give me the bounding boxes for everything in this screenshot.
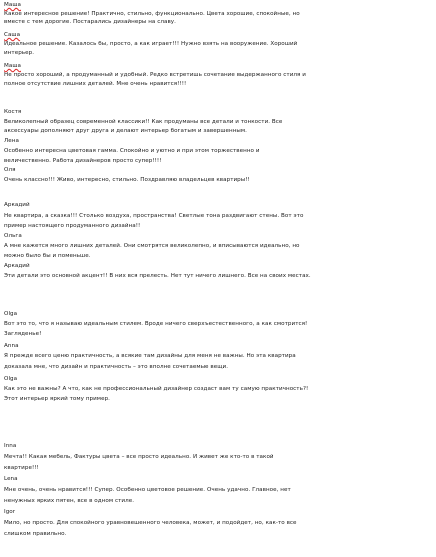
line-31: доказала мне, что дизайн и практичность – это вполне сочетаемые вещи. [4,364,229,370]
line-10: Костя [4,109,22,115]
line-05: Идеальное решение. Казалось бы, просто, а как играет!!! Нужно взять на вооружение. Хороший [4,41,298,47]
document-page [4,2,432,553]
line-12: аксессуары дополняют друг друга и делают интерьер богатым и завершенным. [4,128,247,134]
line-32: Olga [4,376,18,382]
line-21: Ольга [4,233,22,239]
line-16: Оля [4,167,16,173]
line-26: Olga [4,311,18,317]
line-30: Я прежде всего ценю практичность, а всякие там дизайны для меня не важны. Но эта квартира [4,353,296,359]
line-29: Anna [4,343,19,349]
line-18: Аркадий [4,202,30,208]
line-25: Эти детали это основной акцент!! В них вся прелесть. Нет тут ничего лишнего. Все на своих местах. [4,273,311,279]
line-02: Какое интересное решение! Практично, стильно, функционально. Цвета хорошие, спокойные, но [4,11,300,17]
line-24: Аркадий [4,263,30,269]
line-06: интерьер. [4,50,35,56]
line-39: Мне очень, очень нравится!!! Супер. Особенно цветовое решение. Очень удачно. Главное, нет [4,487,291,493]
line-28: Загляденье! [4,331,42,337]
line-33: Как это не важны? А что, как не профессиональный дизайнер создаст вам ту самую практичность?! [4,386,309,392]
line-43: слишком правильно. [4,531,67,537]
line-13: Лена [4,138,19,144]
line-37: квартире!!! [4,465,39,471]
line-42: Мило, но просто. Для спокойного уравновешенного человека, может, и подойдет, но, как-то все [4,520,297,526]
line-19: Не квартира, а сказка!!! Столько воздуха, пространства! Светлые тона раздвигают стены. Вот это [4,213,304,219]
line-41: Igor [4,509,16,515]
line-08: Не просто хороший, а продуманный и удобный. Редко встретишь сочетание выдержанного стиля и [4,72,306,78]
line-34: Этот интерьер яркий тому пример. [4,396,110,402]
line-40: ненужных ярких пятен, все в одном стиле. [4,498,135,504]
line-35: Inna [4,443,17,449]
line-01: Маша [4,2,22,8]
line-14: Особенно интересна цветовая гамма. Спокойно и уютно и при этом торжественно и [4,148,260,154]
line-23: можно было бы и поменьше. [4,253,91,259]
line-38: Lena [4,476,18,482]
line-15: величественно. Работа дизайнеров просто супер!!!! [4,158,162,164]
line-22: А мне кажется много лишних деталей. Они смотрятся великолепно, и вписываются идеально, но [4,243,300,249]
line-03: вместе с тем дорогие. Постарались дизайнеры на славу. [4,19,176,25]
line-27: Вот это то, что я называю идеальным стилем. Вроде ничего сверхъестественного, а как смотрится! [4,321,308,327]
line-04: Саша [4,32,21,38]
line-09: полное отсутствие лишних деталей. Мне очень нравится!!!! [4,81,187,87]
line-17: Очень классно!!! Живо, интересно, стильно. Поздравляю владельцев квартиры!! [4,177,250,183]
line-20: пример настоящего продуманного дизайна!! [4,223,141,229]
line-07: Маша [4,63,22,69]
line-36: Мечта!! Какая мебель, Фактуры цвета – все просто идеально. И живет же кто-то в такой [4,454,274,460]
line-11: Великолепный образец современной классики!! Как продуманы все детали и тонкости. Все [4,119,283,125]
